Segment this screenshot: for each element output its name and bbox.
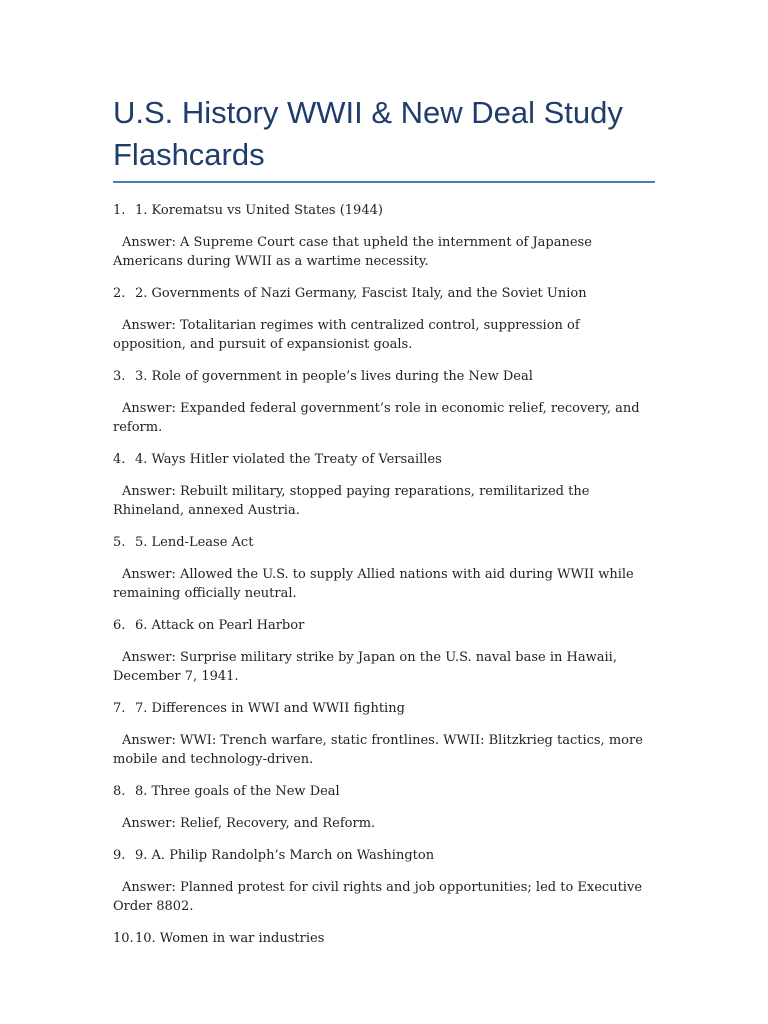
flashcard-list xyxy=(113,201,655,948)
item-number: 3. xyxy=(113,369,126,384)
item-number: 6. xyxy=(113,618,126,633)
flashcard-question: 8. Three goals of the New Deal xyxy=(135,784,340,799)
flashcard-answer: Answer: Allowed the U.S. to supply Allied nations with aid during WWII while remaining officially neutral. xyxy=(113,567,634,601)
flashcard-answer: Answer: Relief, Recovery, and Reform. xyxy=(122,816,376,831)
document-page xyxy=(113,92,655,961)
item-number: 5. xyxy=(113,535,126,550)
flashcard-answer: Answer: Planned protest for civil rights and job opportunities; led to Executive Order 8802. xyxy=(113,880,643,914)
flashcard-question: 4. Ways Hitler violated the Treaty of Versailles xyxy=(135,452,442,467)
item-number: 4. xyxy=(113,452,126,467)
flashcard-question: 7. Differences in WWI and WWII fighting xyxy=(135,701,405,716)
flashcard-answer: Answer: Expanded federal government’s role in economic relief, recovery, and reform. xyxy=(113,401,640,435)
flashcard-answer: Answer: Totalitarian regimes with centralized control, suppression of opposition, and pursuit of expansionist goals. xyxy=(113,318,580,352)
flashcard-question: 3. Role of government in people’s lives during the New Deal xyxy=(135,369,533,384)
list-item xyxy=(113,846,655,865)
list-item xyxy=(113,284,655,303)
flashcard-answer: Answer: Rebuilt military, stopped paying reparations, remilitarized the Rhineland, annexed Austria. xyxy=(113,484,590,518)
list-item xyxy=(113,533,655,552)
flashcard-question: 5. Lend-Lease Act xyxy=(135,535,254,550)
flashcard-answer: Answer: WWI: Trench warfare, static frontlines. WWII: Blitzkrieg tactics, more mobile and technology-driven. xyxy=(113,733,643,767)
item-number: 2. xyxy=(113,286,126,301)
list-item xyxy=(113,782,655,801)
item-number: 8. xyxy=(113,784,126,799)
flashcard-question: 2. Governments of Nazi Germany, Fascist Italy, and the Soviet Union xyxy=(135,286,587,301)
flashcard-answer: Answer: Surprise military strike by Japan on the U.S. naval base in Hawaii, December 7, 1941. xyxy=(113,650,617,684)
flashcard-question: 10. Women in war industries xyxy=(135,931,325,946)
flashcard-question: 1. Korematsu vs United States (1944) xyxy=(135,203,383,218)
item-number: 9. xyxy=(113,848,126,863)
list-item xyxy=(113,450,655,469)
flashcard-answer: Answer: A Supreme Court case that upheld the internment of Japanese Americans during WWII as a wartime necessity. xyxy=(113,235,592,269)
list-item xyxy=(113,201,655,220)
flashcard-question: 6. Attack on Pearl Harbor xyxy=(135,618,305,633)
document-title: U.S. History WWII & New Deal Study Flashcards xyxy=(113,95,623,172)
item-number: 1. xyxy=(113,203,126,218)
list-item xyxy=(113,699,655,718)
list-item xyxy=(113,929,655,948)
list-item xyxy=(113,616,655,635)
title-underline xyxy=(113,181,655,183)
list-item xyxy=(113,367,655,386)
item-number: 10. xyxy=(113,931,134,946)
flashcard-question: 9. A. Philip Randolph’s March on Washington xyxy=(135,848,435,863)
item-number: 7. xyxy=(113,701,126,716)
